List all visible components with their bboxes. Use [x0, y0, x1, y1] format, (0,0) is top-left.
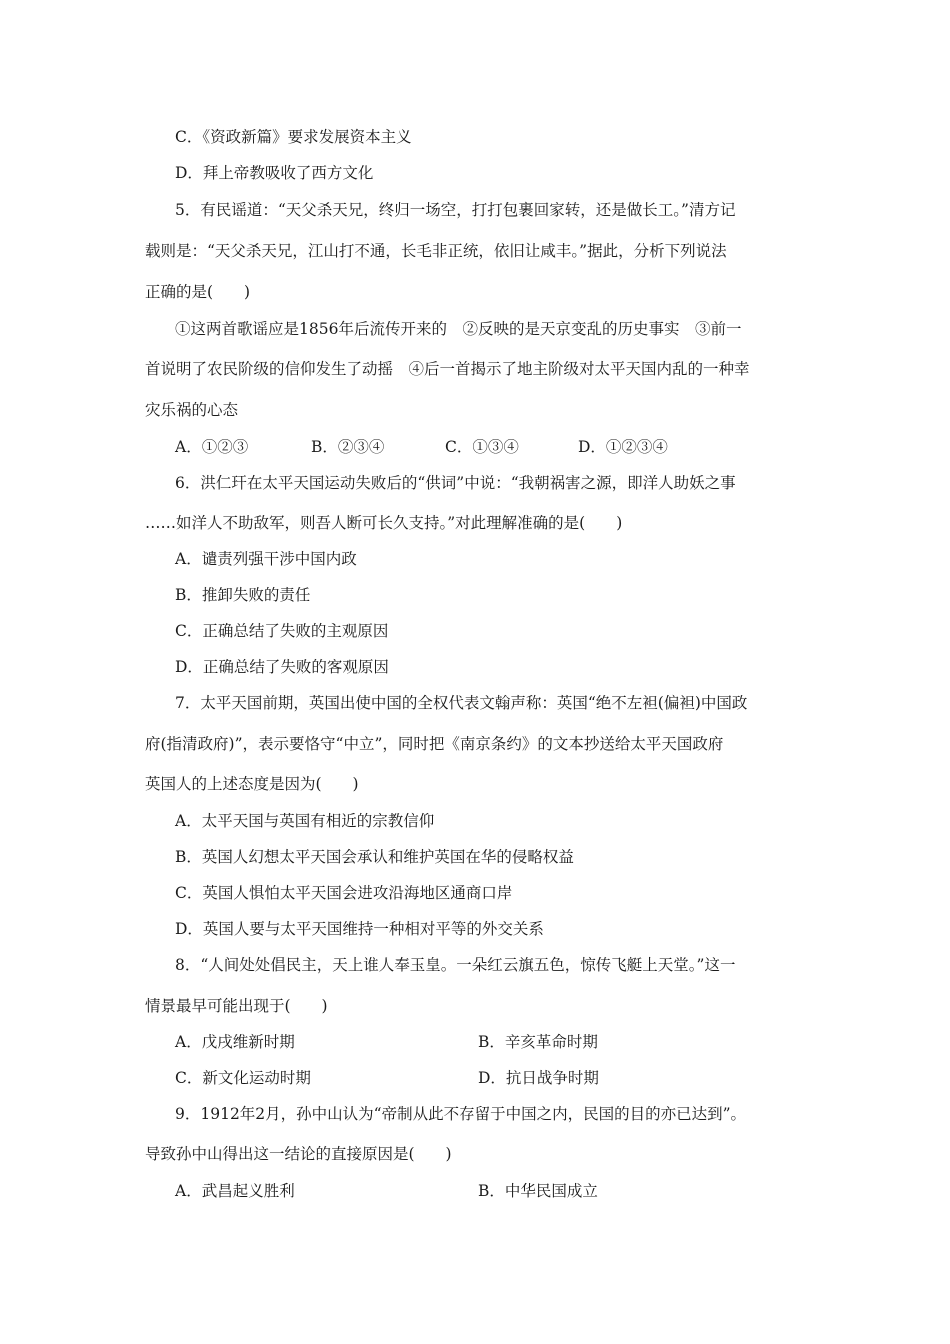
q8-option-b: B．辛亥革命时期	[478, 1033, 598, 1051]
q6-option-a: A．谴责列强干涉中国内政	[175, 550, 357, 568]
q5-option-d: D．①②③④	[578, 438, 668, 456]
q7-stem-line-2: 府(指清政府)”，表示要恪守“中立”，同时把《南京条约》的文本抄送给太平天国政府	[145, 735, 724, 753]
q8-option-c: C．新文化运动时期	[175, 1069, 311, 1087]
q7-option-b: B．英国人幻想太平天国会承认和维护英国在华的侵略权益	[175, 848, 574, 866]
q5-option-a: A．①②③	[175, 438, 249, 456]
q5-option-b: B．②③④	[311, 438, 385, 456]
q9-stem-line-2: 导致孙中山得出这一结论的直接原因是( )	[145, 1145, 452, 1163]
q6-stem-line-1: 6．洪仁玕在太平天国运动失败后的“供词”中说：“我朝祸害之源，即洋人助妖之事	[175, 474, 736, 492]
q9-stem-line-1: 9．1912年2月，孙中山认为“帝制从此不存留于中国之内，民国的目的亦已达到”。	[175, 1105, 747, 1123]
q4-option-c: C．《资政新篇》要求发展资本主义	[175, 128, 412, 146]
q8-option-a: A．戊戌维新时期	[175, 1033, 295, 1051]
q5-items-line-2: 首说明了农民阶级的信仰发生了动摇 ④后一首揭示了地主阶级对太平天国内乱的一种幸	[145, 360, 750, 378]
q5-items-line-1: ①这两首歌谣应是1856年后流传开来的 ②反映的是天京变乱的历史事实 ③前一	[175, 320, 742, 338]
q6-option-d: D．正确总结了失败的客观原因	[175, 658, 389, 676]
q6-option-b: B．推卸失败的责任	[175, 586, 311, 604]
q5-stem-line-1: 5．有民谣道：“天父杀天兄，终归一场空，打打包裹回家转，还是做长工。”清方记	[175, 201, 736, 219]
q7-stem-line-1: 7．太平天国前期，英国出使中国的全权代表文翰声称：英国“绝不左袒(偏袒)中国政	[175, 694, 748, 712]
q6-stem-line-2: ……如洋人不助敌军，则吾人断可长久支持。”对此理解准确的是( )	[145, 514, 623, 532]
q9-option-b: B．中华民国成立	[478, 1182, 598, 1200]
q6-option-c: C．正确总结了失败的主观原因	[175, 622, 389, 640]
q5-stem-line-3: 正确的是( )	[145, 283, 251, 301]
q5-stem-line-2: 载则是：“天父杀天兄，江山打不通，长毛非正统，依旧让咸丰。”据此，分析下列说法	[145, 242, 727, 260]
q5-items-line-3: 灾乐祸的心态	[145, 401, 239, 419]
q7-option-d: D．英国人要与太平天国维持一种相对平等的外交关系	[175, 920, 544, 938]
q8-stem-line-1: 8．“人间处处倡民主，天上谁人奉玉皇。一朵红云旗五色，惊传飞艇上天堂。”这一	[175, 956, 736, 974]
q7-stem-line-3: 英国人的上述态度是因为( )	[145, 775, 359, 793]
q4-option-d: D．拜上帝教吸收了西方文化	[175, 164, 374, 182]
q8-option-d: D．抗日战争时期	[478, 1069, 599, 1087]
q5-option-c: C．①③④	[445, 438, 519, 456]
q7-option-a: A．太平天国与英国有相近的宗教信仰	[175, 812, 435, 830]
q7-option-c: C．英国人惧怕太平天国会进攻沿海地区通商口岸	[175, 884, 513, 902]
q9-option-a: A．武昌起义胜利	[175, 1182, 295, 1200]
q8-stem-line-2: 情景最早可能出现于( )	[145, 997, 328, 1015]
